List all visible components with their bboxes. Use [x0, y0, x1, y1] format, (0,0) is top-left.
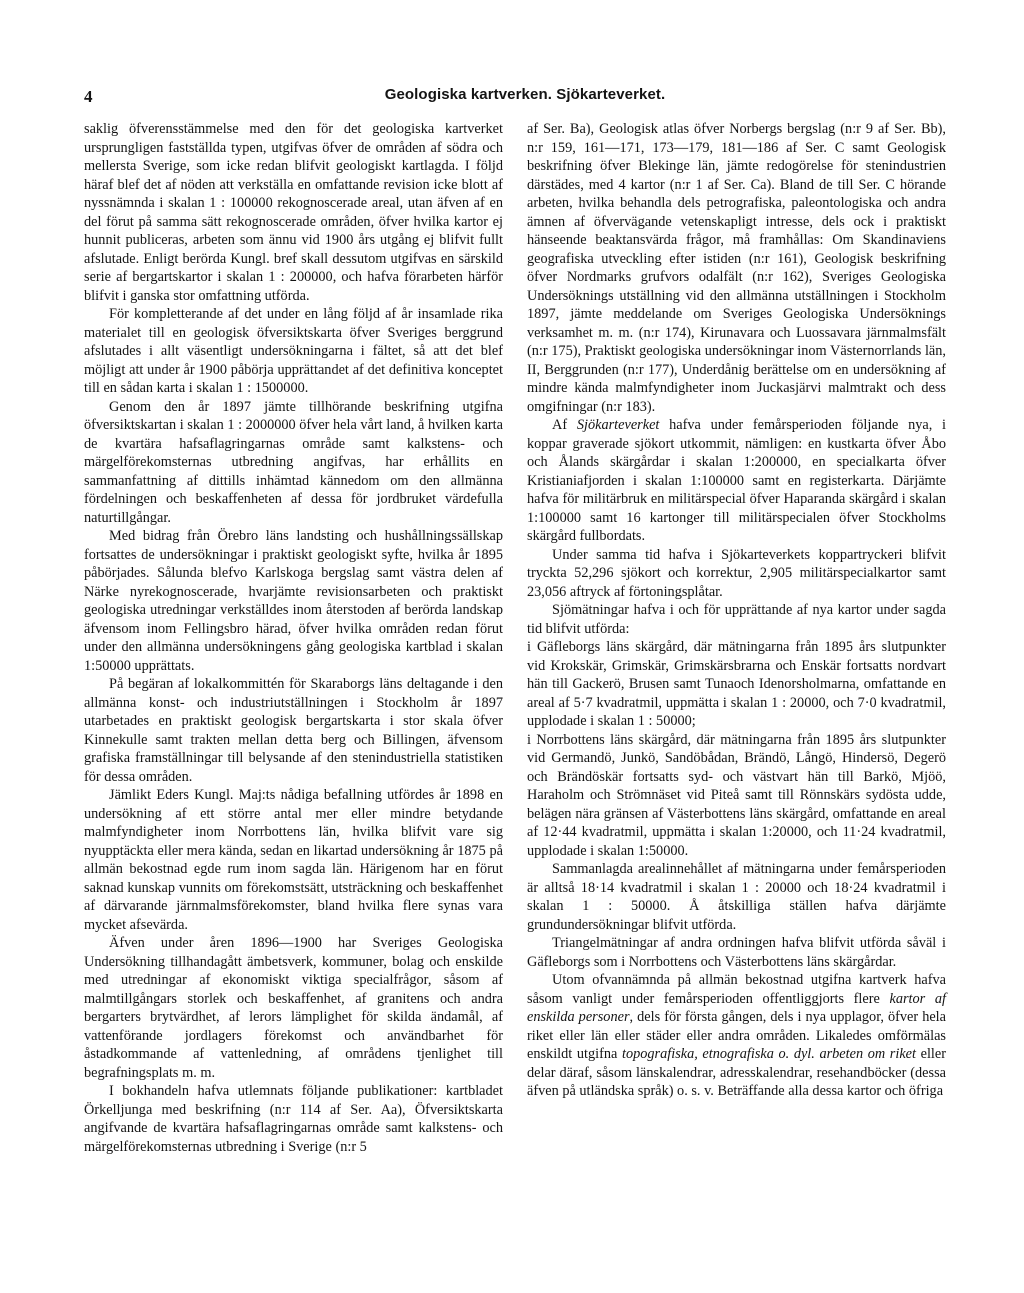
- running-title: Geologiska kartverken. Sjökarteverket.: [384, 86, 666, 103]
- paragraph: Jämlikt Eders Kungl. Maj:ts nådiga befallning utfördes år 1898 en undersökning af ett större antal mer eller mindre betydande malmfyndigheter inom Norrbottens län, hvilka blifvit vare sig nyupptäckta eller mera kända, sedan en likartad undersökning år 1875 på allmän bekostnad egde rum inom sagda län. Härigenom har en förut saknad kunskap vunnits om förekomstsätt, utsträckning och beskaffenhet af därvarande järnmalmsförekomster, bland hvilka flere synas vara mycket afsevärda.: [84, 787, 503, 933]
- italic-text: topografiska, etnografiska o. dyl. arbeten om riket: [621, 1046, 916, 1062]
- paragraph: i Gäfleborgs läns skärgård, där mätningarna från 1895 års slutpunkter vid Krokskär, Grimskär, Grimskärsbrarna och Enskär fortsatts nordvart hän till Gackerö, Brusen samt Tunaoch Idenorsholmarna, omfattande en areal af 5·7 kvadratmil, uppmätta i skalan 1 : 20000, och 7·0 kvadratmil, upplodade i skalan 1 : 50000;: [527, 639, 946, 729]
- paragraph-text: , dels för första gången, dels i nya upplagor, öfver hela riket eller län eller städer eller andra områden. Likaledes omförmälas enskildt utgifna: [527, 1009, 947, 1062]
- right-column: [527, 120, 946, 1101]
- paragraph: Under samma tid hafva i Sjökarteverkets koppartryckeri blifvit tryckta 52,296 sjökort och korrektur, 2,905 militärspecialkartor samt 23,056 aftryck af förtoningsplåtar.: [527, 546, 946, 600]
- paragraph: Triangelmätningar af andra ordningen hafva blifvit utförda såväl i Gäfleborgs som i Norrbottens och Västerbottens läns skärgårdar.: [527, 935, 946, 970]
- paragraph-text: I följd häraf blef det af nöden att verkställa en omfattande revision icke blott af nyssnämnda i skalan 1 : 100000 rekognoscerade areal, utan äfven af en del förut på samma sätt rekognoscerade områden, öfver hvilka kartor ej hunnit publiceras, arbeten som ännu vid 1900 års utgång ej blifvit fullt afslutade. Enligt berörda Kungl. bref skall dessutom utgifvas en särskild serie af bergartskartor i skalan 1 : 200000, och hafva förarbeten härför blifvit i ganska stor omfattning utförda.: [84, 158, 503, 304]
- paragraph: [84, 120, 503, 305]
- paragraph-text: Af: [552, 417, 577, 433]
- page-number: 4: [84, 87, 93, 106]
- paragraph: Med bidrag från Örebro läns landsting och hushållningssällskap fortsattes de undersökningar i praktiskt geologiskt syfte, hvilka år 1895 påbörjades. Sålunda blefvo Karlskoga bergslag samt västra delen af Närke nyrekognoscerade, hvarjämte revisionsarbeten och praktiskt geologiska utredningar verkställdes inom återstoden af berörda landskap äfvensom inom Fellingsbro härad, öfver hvilka områden redan förut under den allmänna undersökningens gång geologiska kartblad i skalan 1:50000 upprättats.: [84, 528, 503, 674]
- italic-text: kartor af enskilda personer: [527, 990, 947, 1025]
- paragraph: För kompletterande af det under en lång följd af år insamlade rika materialet till en geologisk öfversiktskarta öfver Sveriges berggrund afslutades i allt väsentligt undersökningarna i fältet, så att det blef möjligt att under år 1900 påbörja upprättandet af det definitiva konceptet till en sådan karta i skalan 1 : 1500000.: [84, 306, 503, 396]
- paragraph: Sjömätningar hafva i och för upprättande af nya kartor under sagda tid blifvit utförda:: [527, 602, 946, 637]
- paragraph: Genom den år 1897 jämte tillhörande beskrifning utgifna öfversiktskartan i skalan 1 : 2000000 öfver hela vårt land, å hvilken karta de kvartära hafsaflagringarnas område samt kalkstens- och märgelförekomsternas utbredning angifvas, har erhållits en sammanfattning af dittills inhämtad kännedom om den allmänna fördelningen och beskaffenheten af dessa för jordbruket värdefulla naturtillgångar.: [84, 398, 503, 526]
- paragraph: På begäran af lokalkommittén för Skaraborgs läns deltagande i den allmänna konst- och industriutställningen i Stockholm år 1897 utarbetades en praktiskt geologisk bergartskarta i stor skala öfver Kinnekulle samt trakten mellan detta berg och Billingen, äfvensom grafiska framställningar till belysande af den stenindustriella statistiken för dessa områden.: [84, 676, 503, 785]
- paragraph: [527, 971, 946, 1101]
- paragraph: af Ser. Ba), Geologisk atlas öfver Norbergs bergslag (n:r 9 af Ser. Bb), n:r 159, 161—171, 173—179, 181—186 af Ser. C samt Geologisk beskrifning öfver Blekinge län, jämte redogörelse för stenindustrien därstädes, med 4 kartor (n:r 1 af Ser. Ca). Bland de till Ser. C hörande arbeten, hvilka behandla dels petrografiska, paleontologiska och andra ämnen af öfvervägande vetenskapligt intresse, dels ock i praktiskt hänseende beaktansvärda frågor, må framhållas: Om Skandinaviens geografiska utveckling efter istiden (n:r 161), Geologisk beskrifning öfver Nordmarks grufvors odalfält (n:r 162), Sveriges Geologiska Undersöknings utställning vid den allmänna utställningen i Stockholm 1897, jämte meddelande om Sveriges Geologiska Undersöknings verksamhet m. m. (n:r 174), Kirunavara och Luossavara järnmalmsfält (n:r 175), Praktiskt geologiska undersökningar inom Västernorrlands län, II, Berggrunden (n:r 177), Underdånig berättelse om en undersökning af mindre kända malmfyndigheter inom Juckasjärvi malmtrakt och dess omgifningar (n:r 183).: [527, 121, 946, 415]
- paragraph-text: hafva under femårsperioden följande nya, i koppar graverade sjökort utkommit, nämligen: en kustkarta öfver Åbo och Ålands skärgårdar i skalan 1:200000, en specialkarta öfver Kristianiafjorden i skalan 1:100000 samt en registerkarta. Därjämte hafva för militärbruk en militärspecial öfver Haparanda skärgård i skalan 1:100000 samt 16 kartonger till militärspecialen öfver Stockholms skärgård fullbordats.: [527, 417, 946, 544]
- paragraph: I bokhandeln hafva utlemnats följande publikationer: kartbladet Örkelljunga med beskrifning (n:r 114 af Ser. Aa), Öfversiktskarta angifvande de kvartära hafsaflagringarnas område samt kalkstens- och märgelförekomsternas utbredning i Sverige (n:r 5: [84, 1083, 503, 1155]
- paragraph: [527, 416, 946, 546]
- paragraph: Sammanlagda arealinnehållet af mätningarna under femårsperioden är alltså 18·14 kvadratmil i skalan 1 : 20000 och 18·24 kvadratmil i skalan 1 : 50000. Å åtskilliga ställen hafva därjämte grundundersökningar blifvit utförda.: [527, 861, 946, 933]
- left-column: [84, 120, 503, 1156]
- paragraph: i Norrbottens läns skärgård, där mätningarna från 1895 års slutpunkter vid Germandö, Junkö, Sandöbådan, Brändö, Långö, Hindersö, Degerö och Brändöskär fortsatts syd- och västvart hän till Barkö, Mjöö, Haraholm och Strömnäset vid Piteå samt till Rönnskärs sydösta udde, belägen nära gränsen af Västerbottens läns skärgård, omfattande en areal af 12·44 kvadratmil, uppmätta i skalan 1:20000, och 11·24 kvadratmil, upplodade i skalan 1:50000.: [527, 731, 946, 859]
- paragraph-text: saklig öfverensstämmelse med den för det geologiska kartverket ursprungligen fastställda typen, utgifvas öfver de områden af södra och mellersta Sverige, som icke redan blifvit geologiskt kartlagda.: [84, 121, 503, 174]
- paragraph: Äfven under åren 1896—1900 har Sveriges Geologiska Undersökning tillhandagått ämbetsverk, kommuner, bolag och enskilde med utredningar af ekonomiskt viktiga specialfrågor, såsom af malmtillgångars storlek och beskaffenhet, af granitens och andra bergarters brytvärdhet, af lerors lämplighet för skilda ändamål, af vattenförande jordlagers förekomst och användbarhet för åstadkommande af vattenledning, af områdens tjenlighet till begrafningsplats m. m.: [84, 935, 503, 1081]
- paragraph-text: Utom ofvannämnda på allmän bekostnad utgifna kartverk hafva såsom vanligt under femårsperioden offentliggjorts flere: [527, 972, 946, 1007]
- paragraph-text: eller delar däraf, såsom länskalendrar, adresskalendrar, resehandböcker (dessa äfven på utländska språk) o. s. v. Beträffande alla dessa kartor och öfriga: [527, 1046, 946, 1099]
- italic-text: Sjökarteverket: [576, 417, 660, 433]
